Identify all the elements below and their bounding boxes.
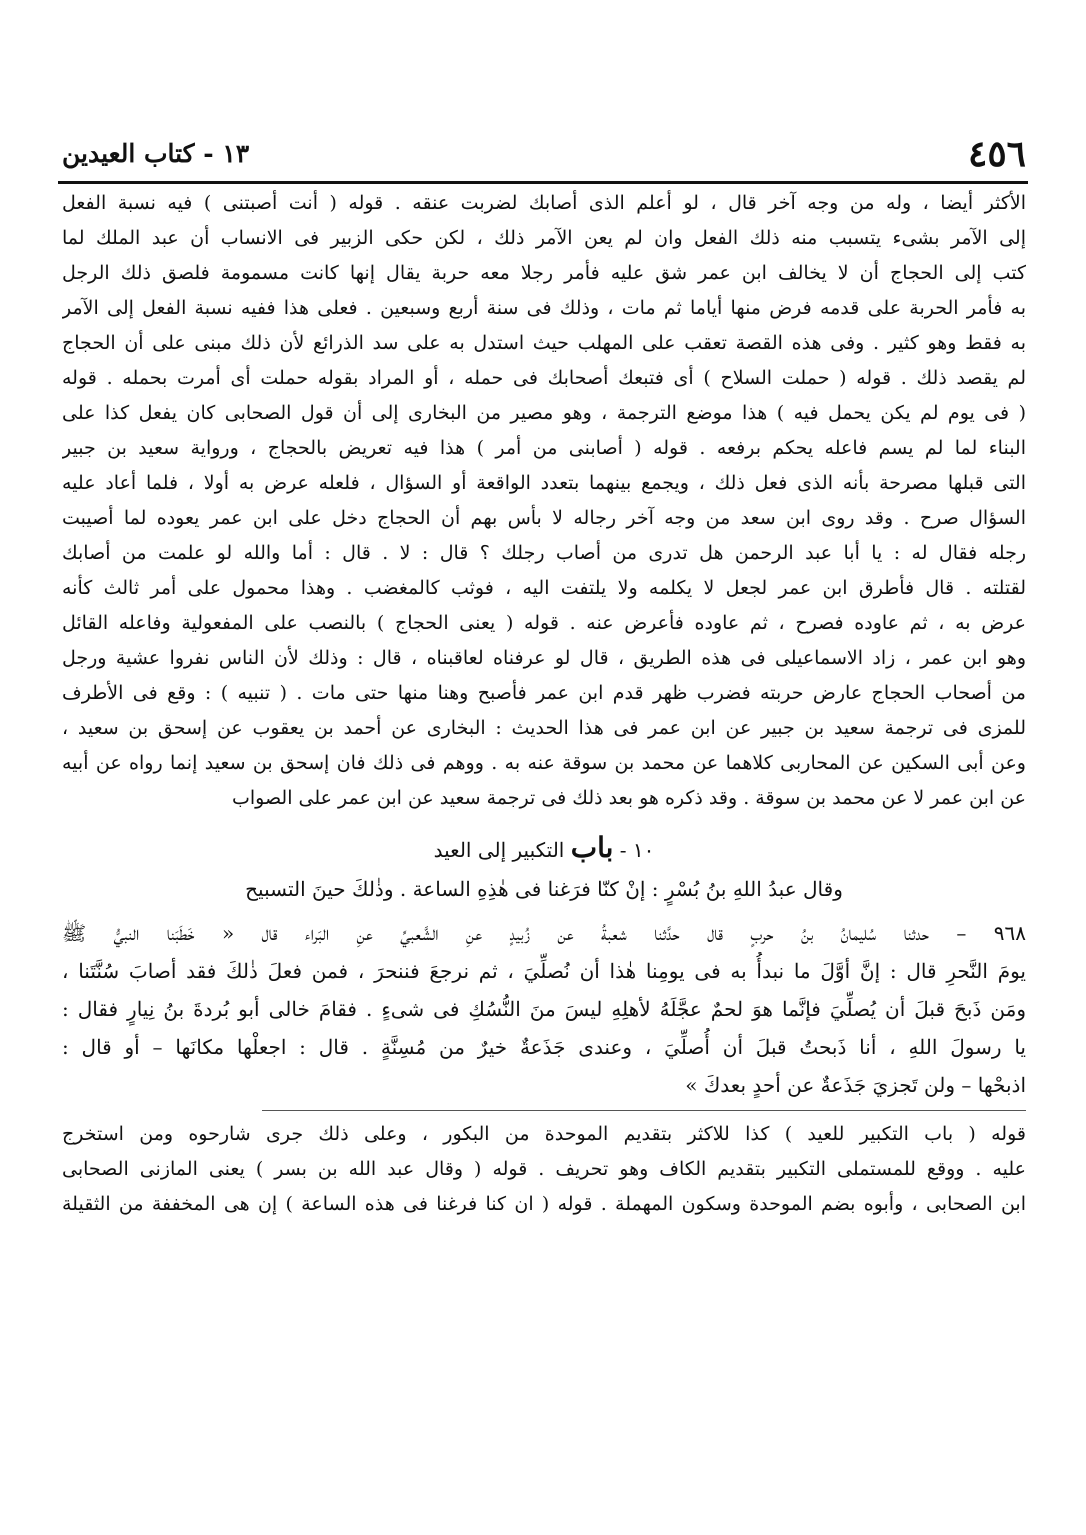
commentary-line: كتب إلى الحجاج أن لا يخالف ابن عمر شق عليه فأمر رجلا معه حربة يقال إنها كانت مسمومة فلصق ذلك الرجل: [62, 262, 1026, 284]
commentary-line: رجله فقال له : يا أبا عبد الرحمن هل تدرى من أصاب رجلك ؟ قال : لا . قال : أما والله لو علمت من أصابك: [62, 542, 1026, 564]
hadith-line: ٩٦٨ – حدثنا سُليمانُ بنُ حربٍ قال حدَّثنا شعبةُ عن زُبيدٍ عنِ الشَّعبيِّ عنِ البَراء قال « خَطَبَنا النبيُّ ﷺ: [62, 921, 1026, 945]
hadith-line: ومَن ذَبحَ قبلَ أن يُصلِّيَ فإنَّما هوَ لحمٌ عجَّلَهُ لأهلِهِ ليسَ منَ النُّسُكِ فى شىءٍ . فقامَ خالى أبو بُردةَ بنُ نِيارٍ فقال :: [62, 997, 1026, 1021]
commentary-line: وعن أبى السكين عن المحاربى كلاهما عن محمد بن سوقة عنه به . ووهم فى ذلك فان إسحق بن سعيد إنما رواه عن أبيه: [62, 752, 1026, 774]
page-number: ٤٥٦: [967, 133, 1026, 175]
chapter-bab-label: باب: [570, 831, 614, 864]
commentary-line: الأكثر أيضا ، وله من وجه آخر قال ، لو أعلم الذى أصابك لضربت عنقه . قوله ( أنت أصبتنى ) فيه نسبة الفعل: [62, 192, 1026, 214]
chapter-title: التكبير إلى العيد: [433, 838, 565, 862]
commentary-line: إلى الآمر بشىء يتسبب منه ذلك الفعل وان لم يعن الآمر ذلك ، لكن حكى الزبير فى الانساب أن عبد الملك لما: [62, 227, 1026, 249]
hadith-line: اذبحْها – ولن تَجزيَ جَذَعةٌ عن أحدٍ بعدكَ »: [685, 1073, 1026, 1097]
page-body: [62, 186, 1026, 1222]
commentary-line: قوله ( باب التكبير للعيد ) كذا للاكثر بتقديم الموحدة من البكور ، وعلى ذلك جرى شارحوه ومن استخرج: [62, 1123, 1026, 1145]
commentary-line: البناء لما لم يسم فاعله يحكم برفعه . قوله ( أصابنى من أمر ) هذا فيه تعريض بالحجاج ، ورواية سعيد بن جبير: [62, 437, 1026, 459]
commentary-line: وهو ابن عمر ، زاد الاسماعيلى فى هذه الطريق ، قال لو عرفناه لعاقبناه ، قال : وذلك لأن الناس نفروا عشية ورجل: [62, 647, 1026, 669]
hadith-block: [62, 914, 1026, 1104]
commentary-line: به فأمر الحربة على قدمه فرض منها أياما ثم مات ، وذلك فى سنة أربع وسبعين . فعلى هذا ففيه نسبة الفعل إلى الآمر: [62, 297, 1026, 319]
commentary-line: عن ابن عمر لا عن محمد بن سوقة . وقد ذكره هو بعد ذلك فى ترجمة سعيد عن ابن عمر على الصواب: [231, 787, 1026, 809]
header-divider: [58, 181, 1028, 184]
commentary-line: للمزى فى ترجمة سعيد بن جبير عن ابن عمر فى هذا الحديث : البخارى عن أحمد بن يعقوب عن إسحق بن سعيد ،: [62, 717, 1026, 739]
commentary-line: السؤال صرح . وقد روى ابن سعد من وجه آخر رجاله لا بأس بهم أن الحجاج دخل على ابن عمر يعوده لما أصيبت: [62, 507, 1026, 529]
hadith-line: يا رسولَ اللهِ ، أنا ذَبحتُ قبلَ أن أُصلِّيَ ، وعندى جَذَعةٌ خيرٌ من مُسِنَّةٍ . قال : اجعلْها مكانَها – أو قال :: [62, 1035, 1026, 1059]
commentary-line: ( فى يوم لم يكن يحمل فيه ) هذا موضع الترجمة ، وهو مصير من البخارى إلى أن قول الصحابى كان يفعل كذا على: [62, 402, 1026, 424]
commentary-line: لقتلته . قال فأطرق ابن عمر لجعل لا يكلمه ولا يلتفت اليه ، فوثب كالمغضب . وهذا محمول على أمر ثالث كأنه: [62, 577, 1026, 599]
commentary-block-1: [62, 186, 1026, 816]
chapter-subtitle: وقال عبدُ اللهِ بنُ بُسْرٍ : إنْ كنّا فرَغنا فى هٰذِهِ الساعة . وذٰلكَ حينَ التسبيح: [245, 877, 843, 901]
commentary-line: لم يقصد ذلك . قوله ( حملت السلاح ) أى فتبعك أصحابك فى حمله ، أو المراد بقوله حملت أى أمرت بحمله . قوله: [62, 367, 1026, 389]
commentary-line: عليه . ووقع للمستملى التكبير بتقديم الكاف وهو تحريف . قوله ( وقال عبد الله بن بسر ) يعنى المازنى الصحابى: [62, 1158, 1026, 1180]
commentary-line: عرض به ، ثم عاوده فصرح ، ثم عاوده فأعرض عنه . قوله ( يعنى الحجاج ) بالنصب على المفعولية وفاعله القائل: [62, 612, 1026, 634]
commentary-line: من أصحاب الحجاج عارض حربته فضرب ظهر قدم ابن عمر فأصبح وهنا منها حتى مات . ( تنبيه ) : وقع فى الأطرف: [62, 682, 1026, 704]
commentary-line: به فقط وهو كثير . وفى هذه القصة تعقب على المهلب حيث استدل به على سد الذرائع لأن ذلك مبنى على أن الحجاج: [62, 332, 1026, 354]
commentary-block-2: [62, 1117, 1026, 1222]
hadith-line: يومَ النَّحرِ قال : إنَّ أوَّلَ ما نبدأُ به فى يومِنا هٰذا أن نُصلِّيَ ، ثم نرجعَ فننحرَ ، فمن فعلَ ذٰلكَ فقد أصابَ سُنَّتَنا ،: [62, 959, 1026, 983]
commentary-line: التى قبلها مصرحة بأنه الذى فعل ذلك ، ويجمع بينهما بتعدد الواقعة أو السؤال ، فلعله عرض به أولا ، فلما أعاد عليه: [62, 472, 1026, 494]
chapter-number: ١٠ -: [619, 838, 655, 862]
commentary-line: ابن الصحابى ، وأبوه بضم الموحدة وسكون المهملة . قوله ( ان كنا فرغنا فى هذه الساعة ) إن هى المخففة من الثقيلة: [62, 1193, 1026, 1215]
page-header: [62, 128, 1026, 180]
hadith-divider: [262, 1110, 1026, 1111]
running-chapter-title: ١٣ - كتاب العيدين: [62, 139, 250, 168]
chapter-heading: [62, 826, 1026, 870]
